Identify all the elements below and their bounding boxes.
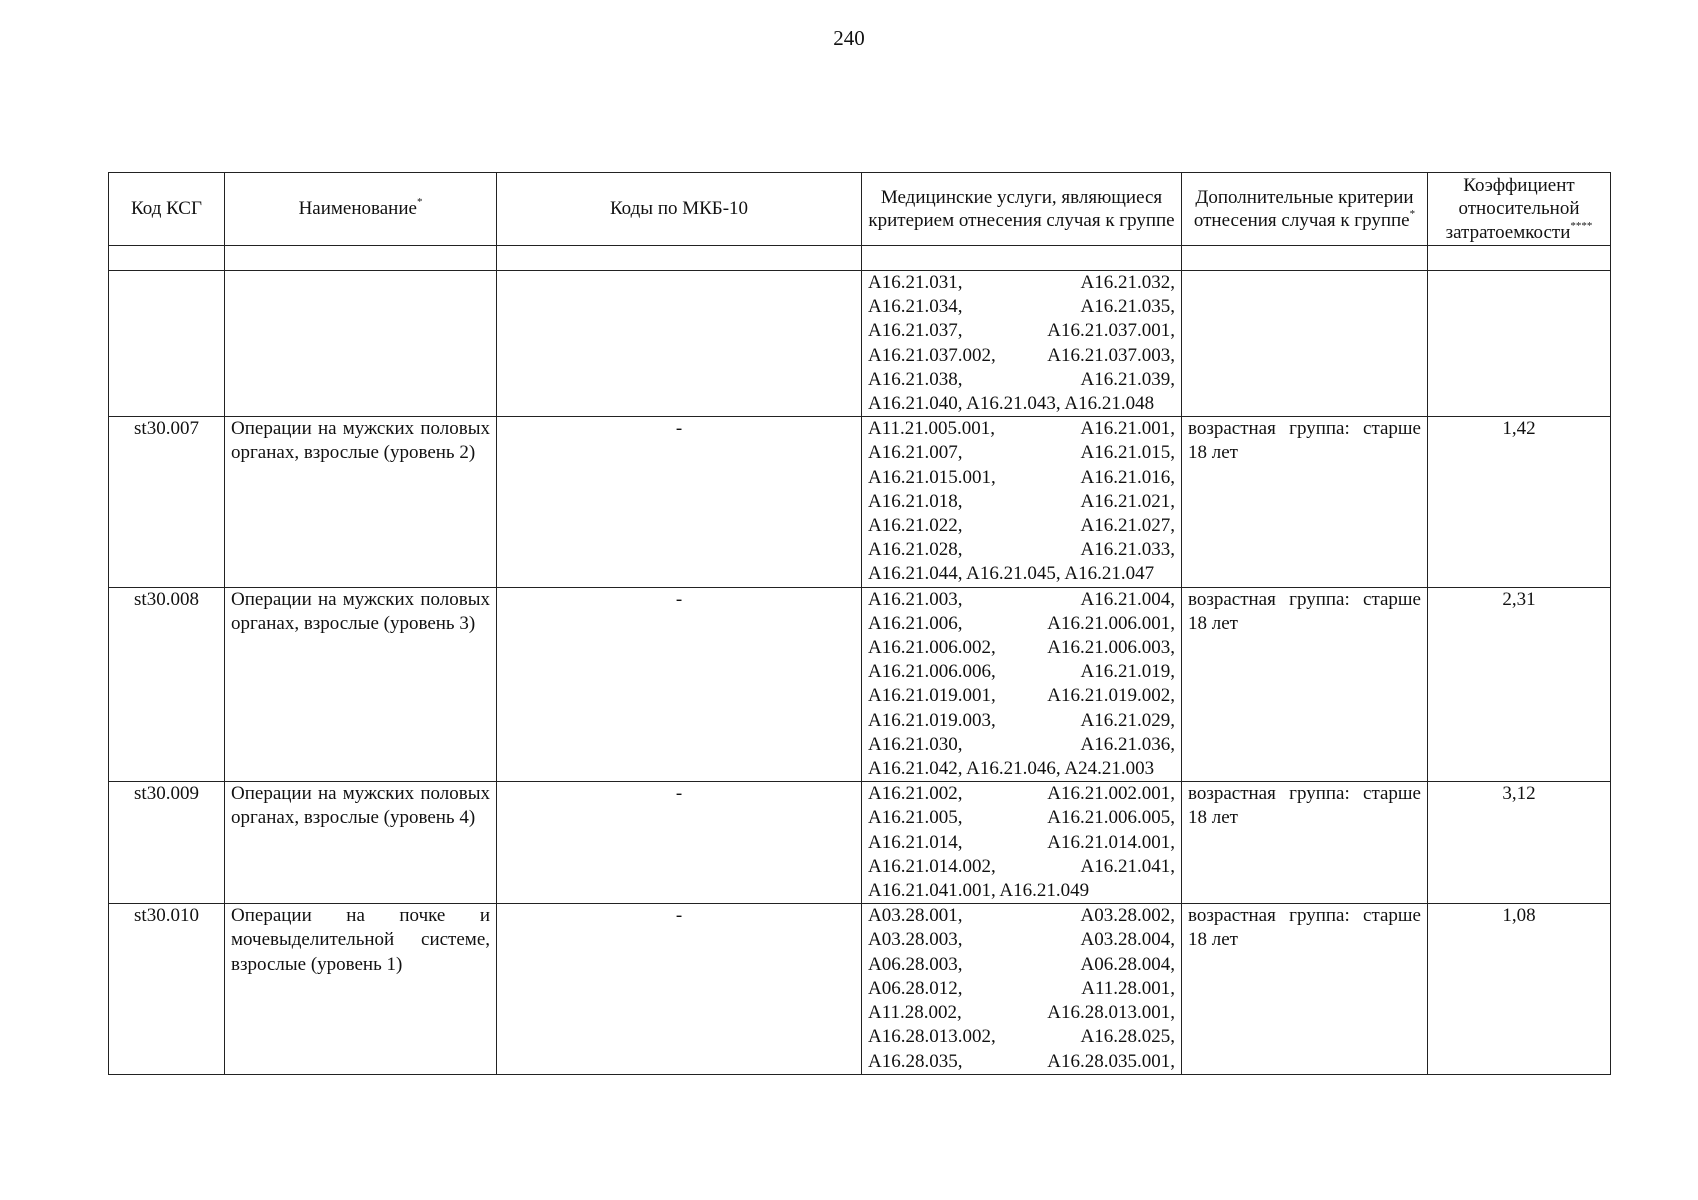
service-codes-line <box>868 855 1175 879</box>
service-codes-line <box>868 271 1175 295</box>
page-number: 240 <box>833 26 865 50</box>
coefficient-cell: 1,42 <box>1428 417 1611 587</box>
service-codes-line <box>868 441 1175 465</box>
criteria-cell: возрастная группа: старше 18 лет <box>1182 782 1428 904</box>
ksg-table <box>108 172 1611 1075</box>
service-code: A16.21.027, <box>1080 515 1175 537</box>
service-code: A16.21.037.002, <box>868 344 996 366</box>
header-name: Наименование* <box>225 173 497 246</box>
service-code: A16.21.015.001, <box>868 466 996 488</box>
service-code: A16.21.036, <box>1080 733 1175 755</box>
service-code: A16.21.006.003, <box>1047 637 1175 659</box>
mkb-codes-cell: - <box>497 782 862 904</box>
service-codes-line <box>868 709 1175 733</box>
ksg-name-cell: Операции на мужских половых органах, взрослые (уровень 4) <box>225 782 497 904</box>
service-codes-line <box>868 1050 1175 1074</box>
coefficient-cell: 1,08 <box>1428 904 1611 1074</box>
service-codes-line <box>868 612 1175 636</box>
service-codes-line <box>868 928 1175 952</box>
ksg-code-cell <box>109 271 225 417</box>
service-codes-line <box>868 977 1175 1001</box>
criteria-cell <box>1182 271 1428 417</box>
service-code: A03.28.001, <box>868 905 963 927</box>
service-code: A16.21.041, <box>1080 855 1175 877</box>
service-codes-line <box>868 757 1175 781</box>
service-code: A11.21.005.001, <box>868 418 996 440</box>
services-cell <box>862 782 1182 904</box>
table-row <box>109 904 1611 1074</box>
header-name-footnote-mark: * <box>416 196 423 209</box>
service-codes-line <box>868 514 1175 538</box>
service-code: A16.21.044, A16.21.045, A16.21.047 <box>868 563 1155 585</box>
service-code: A16.21.041.001, A16.21.049 <box>868 880 1090 902</box>
service-codes-line <box>868 368 1175 392</box>
service-code: A16.21.006.001, <box>1047 612 1175 634</box>
service-codes-line <box>868 879 1175 903</box>
service-codes-line <box>868 636 1175 660</box>
service-code: A16.28.035, <box>868 1050 963 1072</box>
service-code: A16.21.031, <box>868 272 963 293</box>
service-code: A03.28.003, <box>868 929 963 951</box>
services-cell <box>862 587 1182 782</box>
service-codes-line <box>868 904 1175 928</box>
service-code: A16.21.006.006, <box>868 661 996 683</box>
service-code: A16.21.015, <box>1080 442 1175 464</box>
service-code: A16.21.005, <box>868 807 963 829</box>
service-codes-line <box>868 295 1175 319</box>
service-code: A16.21.022, <box>868 515 963 537</box>
service-codes-line <box>868 538 1175 562</box>
service-code: A16.21.007, <box>868 442 963 464</box>
service-code: A16.21.006.005, <box>1047 807 1175 829</box>
service-code: A16.21.037, <box>868 320 963 342</box>
service-codes-line <box>868 466 1175 490</box>
ksg-name-cell <box>225 271 497 417</box>
service-code: A16.28.035.001, <box>1047 1050 1175 1072</box>
service-code: A16.21.003, <box>868 588 963 610</box>
blank-cell <box>862 246 1182 271</box>
service-codes-line <box>868 684 1175 708</box>
service-code: A16.21.004, <box>1080 588 1175 610</box>
blank-row <box>109 246 1611 271</box>
services-cell <box>862 904 1182 1074</box>
service-code: A16.21.019.003, <box>868 709 996 731</box>
mkb-codes-cell: - <box>497 587 862 782</box>
blank-cell <box>1428 246 1611 271</box>
header-services: Медицинские услуги, являющиеся критерием отнесения случая к группе <box>862 173 1182 246</box>
ksg-name-cell: Операции на почке и мочевыделительной системе, взрослые (уровень 1) <box>225 904 497 1074</box>
service-codes-line <box>868 1001 1175 1025</box>
table-row <box>109 417 1611 587</box>
service-code: A16.21.016, <box>1080 466 1175 488</box>
ksg-name-cell: Операции на мужских половых органах, взрослые (уровень 2) <box>225 417 497 587</box>
header-criteria: Дополнительные критерии отнесения случая к группе* <box>1182 173 1428 246</box>
service-code: A16.21.029, <box>1080 709 1175 731</box>
ksg-name-cell: Операции на мужских половых органах, взрослые (уровень 3) <box>225 587 497 782</box>
service-code: A16.21.006.002, <box>868 637 996 659</box>
service-code: A16.21.034, <box>868 296 963 318</box>
service-code: A16.21.014, <box>868 831 963 853</box>
service-code: A16.21.039, <box>1080 368 1175 390</box>
service-code: A16.21.002.001, <box>1047 783 1175 805</box>
table-row <box>109 271 1611 417</box>
service-code: A16.21.019, <box>1080 661 1175 683</box>
table-row <box>109 587 1611 782</box>
service-code: A16.21.038, <box>868 368 963 390</box>
service-code: A16.28.013.001, <box>1047 1002 1175 1024</box>
service-code: A16.21.019.002, <box>1047 685 1175 707</box>
ksg-code-cell: st30.008 <box>109 587 225 782</box>
mkb-codes-cell: - <box>497 417 862 587</box>
blank-cell <box>225 246 497 271</box>
ksg-code-cell: st30.010 <box>109 904 225 1074</box>
service-code: A16.21.037.001, <box>1047 320 1175 342</box>
blank-cell <box>497 246 862 271</box>
service-code: A16.21.032, <box>1080 272 1175 293</box>
service-code: A03.28.004, <box>1080 929 1175 951</box>
service-codes-line <box>868 806 1175 830</box>
coefficient-cell: 3,12 <box>1428 782 1611 904</box>
services-cell <box>862 271 1182 417</box>
service-code: A06.28.012, <box>868 977 963 999</box>
header-coef: Коэффициент относительной затратоемкости**** <box>1428 173 1611 246</box>
service-codes-line <box>868 782 1175 806</box>
criteria-cell: возрастная группа: старше 18 лет <box>1182 417 1428 587</box>
service-code: A16.21.021, <box>1080 490 1175 512</box>
mkb-codes-cell <box>497 271 862 417</box>
service-codes-line <box>868 562 1175 586</box>
service-code: A16.21.030, <box>868 733 963 755</box>
service-code: A16.21.037.003, <box>1047 344 1175 366</box>
service-codes-line <box>868 1025 1175 1049</box>
coefficient-cell <box>1428 271 1611 417</box>
service-code: A16.21.033, <box>1080 539 1175 561</box>
service-code: A03.28.002, <box>1080 905 1175 927</box>
ksg-code-cell: st30.007 <box>109 417 225 587</box>
service-codes-line <box>868 392 1175 416</box>
service-code: A16.21.018, <box>868 490 963 512</box>
service-codes-line <box>868 490 1175 514</box>
service-codes-line <box>868 660 1175 684</box>
table-body <box>109 271 1611 1075</box>
header-criteria-footnote-mark: * <box>1409 208 1416 220</box>
header-mkb: Коды по МКБ-10 <box>497 173 862 246</box>
blank-cell <box>1182 246 1428 271</box>
coefficient-cell: 2,31 <box>1428 587 1611 782</box>
ksg-code-cell: st30.009 <box>109 782 225 904</box>
header-code: Код КСГ <box>109 173 225 246</box>
service-codes-line <box>868 733 1175 757</box>
service-code: A16.21.035, <box>1080 296 1175 318</box>
service-codes-line <box>868 831 1175 855</box>
header-coef-footnote-mark: **** <box>1570 219 1593 232</box>
mkb-codes-cell: - <box>497 904 862 1074</box>
services-cell <box>862 417 1182 587</box>
service-code: A16.21.014.001, <box>1047 831 1175 853</box>
service-code: A16.21.014.002, <box>868 855 996 877</box>
criteria-cell: возрастная группа: старше 18 лет <box>1182 587 1428 782</box>
service-code: A16.21.042, A16.21.046, A24.21.003 <box>868 758 1155 780</box>
service-code: A16.21.001, <box>1080 418 1175 440</box>
service-code: A16.21.028, <box>868 539 963 561</box>
service-codes-line <box>868 344 1175 368</box>
service-codes-line <box>868 953 1175 977</box>
table-row <box>109 782 1611 904</box>
service-code: A11.28.002, <box>868 1002 962 1024</box>
service-code: A06.28.004, <box>1080 953 1175 975</box>
blank-cell <box>109 246 225 271</box>
service-code: A16.21.019.001, <box>868 685 996 707</box>
service-code: A16.28.025, <box>1080 1026 1175 1048</box>
service-code: A16.21.040, A16.21.043, A16.21.048 <box>868 393 1155 415</box>
service-code: A06.28.003, <box>868 953 963 975</box>
header-row <box>109 173 1611 246</box>
service-code: A16.21.002, <box>868 783 963 805</box>
service-codes-line <box>868 319 1175 343</box>
service-codes-line <box>868 588 1175 612</box>
service-code: A16.21.006, <box>868 612 963 634</box>
service-code: A16.28.013.002, <box>868 1026 996 1048</box>
service-codes-line <box>868 417 1175 441</box>
service-code: A11.28.001, <box>1081 977 1175 999</box>
criteria-cell: возрастная группа: старше 18 лет <box>1182 904 1428 1074</box>
